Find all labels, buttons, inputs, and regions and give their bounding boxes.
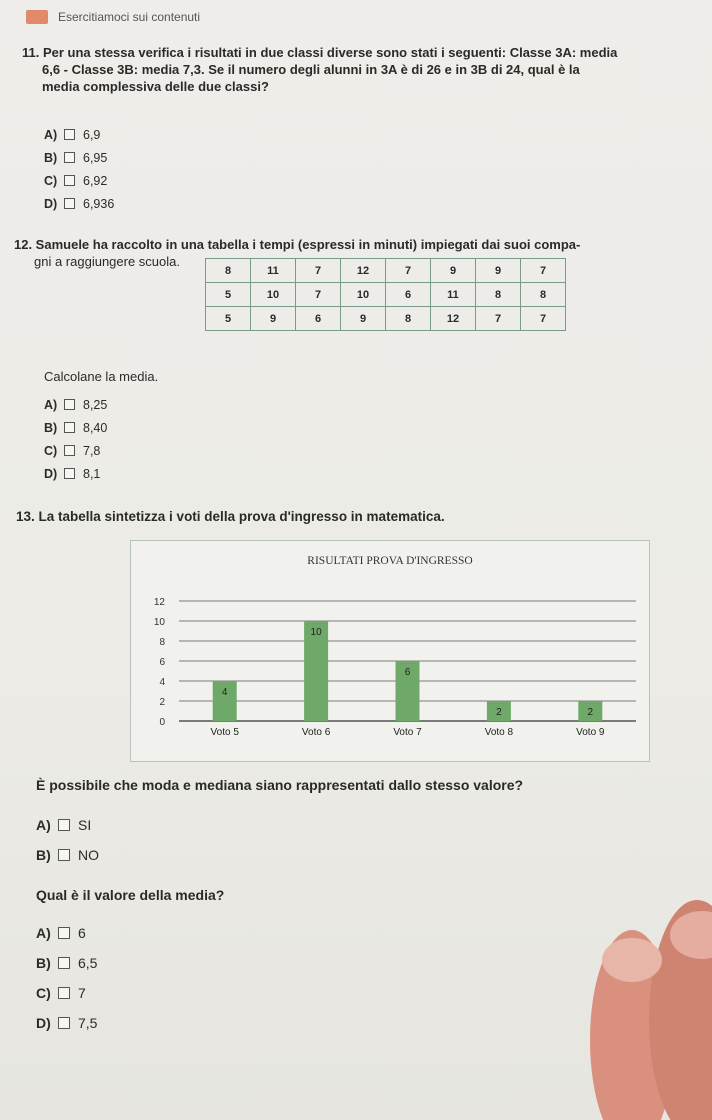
q12-line2: gni a raggiungere scuola. <box>34 254 180 269</box>
y-tick-label: 2 <box>159 697 165 708</box>
x-tick-label: Voto 9 <box>576 727 605 738</box>
q11-line1: 11. Per una stessa verifica i risultati in due classi diverse sono stati i seguenti: Classe 3A: media <box>22 45 618 60</box>
table-cell: 11 <box>431 283 476 307</box>
q13a-option-b[interactable]: B) NO <box>36 847 99 863</box>
x-tick-label: Voto 6 <box>301 727 331 738</box>
table-cell: 9 <box>341 307 386 331</box>
checkbox-icon[interactable] <box>64 399 75 410</box>
x-tick-label: Voto 7 <box>393 727 422 738</box>
x-tick-label: Voto 5 <box>210 727 239 738</box>
q13a-option-a[interactable]: A) SI <box>36 817 92 833</box>
checkbox-icon[interactable] <box>58 1017 70 1029</box>
checkbox-icon[interactable] <box>58 819 70 831</box>
q11-option-a[interactable]: A) 6,9 <box>44 127 101 142</box>
q12-line1: 12. Samuele ha raccolto in una tabella i tempi (espressi in minuti) impiegati dai suoi compa- <box>14 237 581 252</box>
q13b-option-a[interactable]: A) 6 <box>36 925 86 941</box>
table-cell: 12 <box>431 307 476 331</box>
checkbox-icon[interactable] <box>58 957 70 969</box>
table-cell: 7 <box>521 259 566 283</box>
table-cell: 10 <box>251 283 296 307</box>
table-cell: 5 <box>206 283 251 307</box>
checkbox-icon[interactable] <box>64 175 75 186</box>
checkbox-icon[interactable] <box>58 849 70 861</box>
table-cell: 6 <box>386 283 431 307</box>
q11-option-b[interactable]: B) 6,95 <box>44 150 108 165</box>
table-cell: 7 <box>476 307 521 331</box>
y-tick-label: 10 <box>153 617 165 628</box>
q12-ask: Calcolane la media. <box>44 369 159 384</box>
finger-photo-artifact <box>562 890 712 1120</box>
section-badge-icon <box>26 10 48 24</box>
chart-title: RISULTATI PROVA D'INGRESSO <box>307 555 473 567</box>
table-cell: 7 <box>296 259 341 283</box>
table-cell: 9 <box>476 259 521 283</box>
checkbox-icon[interactable] <box>64 198 75 209</box>
q13-ask2: Qual è il valore della media? <box>36 887 225 903</box>
table-cell: 12 <box>341 259 386 283</box>
table-cell: 10 <box>341 283 386 307</box>
data-label: 4 <box>221 687 228 698</box>
y-tick-label: 4 <box>159 677 165 688</box>
table-row <box>206 259 566 283</box>
votes-chart <box>130 540 650 762</box>
table-cell: 8 <box>206 259 251 283</box>
q13-options2 <box>36 918 97 1038</box>
data-label: 10 <box>310 627 322 638</box>
q12-option-a[interactable]: A) 8,25 <box>44 397 108 412</box>
table-cell: 8 <box>476 283 521 307</box>
table-cell: 5 <box>206 307 251 331</box>
q11-options <box>44 123 114 215</box>
table-cell: 6 <box>296 307 341 331</box>
data-label: 2 <box>587 707 594 718</box>
checkbox-icon[interactable] <box>58 987 70 999</box>
q13-ask1: È possibile che moda e mediana siano rappresentati dallo stesso valore? <box>36 777 524 793</box>
table-cell: 9 <box>431 259 476 283</box>
y-tick-label: 8 <box>159 637 165 648</box>
table-cell: 9 <box>251 307 296 331</box>
q11-option-d[interactable]: D) 6,936 <box>44 196 115 211</box>
table-cell: 8 <box>521 283 566 307</box>
question-11 <box>22 44 712 95</box>
checkbox-icon[interactable] <box>64 422 75 433</box>
q13b-option-c[interactable]: C) 7 <box>36 985 86 1001</box>
q12-option-b[interactable]: B) 8,40 <box>44 420 108 435</box>
checkbox-icon[interactable] <box>64 468 75 479</box>
q12-option-c[interactable]: C) 7,8 <box>44 443 101 458</box>
y-tick-label: 6 <box>159 657 165 668</box>
table-cell: 7 <box>296 283 341 307</box>
table-cell: 11 <box>251 259 296 283</box>
checkbox-icon[interactable] <box>64 152 75 163</box>
y-tick-label: 12 <box>153 597 165 608</box>
times-table <box>205 258 566 331</box>
q13b-option-d[interactable]: D) 7,5 <box>36 1015 98 1031</box>
q12-options <box>44 393 107 485</box>
table-cell: 8 <box>386 307 431 331</box>
table-cell: 7 <box>521 307 566 331</box>
q11-line2: 6,6 - Classe 3B: media 7,3. Se il numero degli alunni in 3A è di 26 e in 3B di 24, qual è la <box>42 62 580 77</box>
table-row <box>206 283 566 307</box>
x-tick-label: Voto 8 <box>484 727 514 738</box>
chart-svg <box>131 541 649 761</box>
checkbox-icon[interactable] <box>64 445 75 456</box>
data-label: 2 <box>496 707 502 718</box>
section-title: Esercitiamoci sui contenuti <box>58 10 201 24</box>
section-header <box>26 10 200 24</box>
q13-options1 <box>36 810 99 870</box>
q11-option-c[interactable]: C) 6,92 <box>44 173 108 188</box>
y-tick-label: 0 <box>159 717 165 728</box>
checkbox-icon[interactable] <box>64 129 75 140</box>
question-13: 13. La tabella sintetizza i voti della prova d'ingresso in matematica. <box>16 509 445 524</box>
table-cell: 7 <box>386 259 431 283</box>
checkbox-icon[interactable] <box>58 927 70 939</box>
table-row <box>206 307 566 331</box>
q11-line3: media complessiva delle due classi? <box>42 79 269 94</box>
q13b-option-b[interactable]: B) 6,5 <box>36 955 98 971</box>
q12-option-d[interactable]: D) 8,1 <box>44 466 101 481</box>
data-label: 6 <box>404 667 411 678</box>
